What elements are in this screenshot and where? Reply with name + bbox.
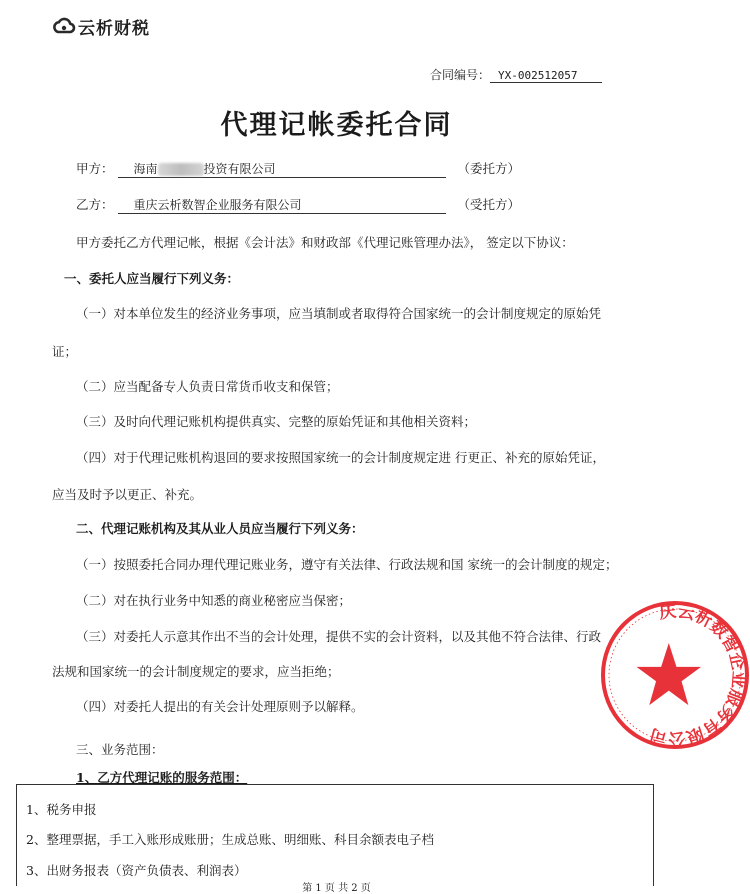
section1-item4-cont: 应当及时予以更正、补充。 xyxy=(52,487,203,502)
party-b-label: 乙方： xyxy=(76,197,114,212)
cloud-logo-icon xyxy=(52,14,76,38)
section3-heading: 三、业务范围： xyxy=(76,742,164,757)
document-title: 代理记帐委托合同 xyxy=(220,110,453,141)
party-b-role: （受托方） xyxy=(457,197,520,212)
section3-subheading: 1、乙方代理记账的服务范围： xyxy=(76,770,248,785)
section1-item1: （一）对本单位发生的经济业务事项，应当填制或者取得符合国家统一的会计制度规定的原始凭 xyxy=(76,306,602,321)
section2-item3-cont: 法规和国家统一的会计制度规定的要求，应当拒绝； xyxy=(52,664,340,679)
section2-item4: （四）对委托人提出的有关会计处理原则予以解释。 xyxy=(76,699,364,714)
logo-text: 云析财税 xyxy=(78,18,150,39)
section2-item3: （三）对委托人示意其作出不当的会计处理，提供不实的会计资料，以及其他不符合法律、行政 xyxy=(76,629,602,644)
section1-item2: （二）应当配备专人负责日常货币收支和保管； xyxy=(76,379,339,394)
intro-paragraph: 甲方委托乙方代理记帐，根据《会计法》和财政部《代理记账管理办法》， 签定以下协议： xyxy=(76,235,574,250)
section2-item1: （一）按照委托合同办理代理记账业务，遵守有关法律、行政法规和国 家统一的会计制度的规定； xyxy=(76,557,618,572)
company-seal xyxy=(600,600,750,750)
section2-heading: 二、代理记账机构及其从业人员应当履行下列义务： xyxy=(76,521,364,536)
party-a xyxy=(76,159,520,178)
scope-item: 1、税务申报 xyxy=(26,802,97,817)
section1-item3: （三）及时向代理记账机构提供真实、完整的原始凭证和其他相关资料； xyxy=(76,414,477,429)
scope-item: 3、出财务报表（资产负债表、利润表） xyxy=(26,863,247,878)
company-logo xyxy=(52,14,150,38)
section1-item1-cont: 证； xyxy=(52,344,78,359)
contract-number-label: 合同编号： xyxy=(430,68,491,82)
section2-item2: （二）对在执行业务中知悉的商业秘密应当保密； xyxy=(76,593,352,608)
redacted-text xyxy=(158,163,204,176)
party-b xyxy=(76,195,520,214)
section1-heading: 一、委托人应当履行下列义务： xyxy=(64,271,240,286)
contract-number-value: YX-002512057 xyxy=(490,69,601,83)
party-a-name: 海南 投资有限公司 xyxy=(118,160,446,178)
party-a-label: 甲方： xyxy=(76,161,114,176)
party-b-name: 重庆云析数智企业服务有限公司 xyxy=(118,196,446,214)
seal-text: 庆云析数智企业服务有限公司 xyxy=(647,601,749,749)
party-a-role: （委托方） xyxy=(457,161,520,176)
contract-number xyxy=(430,66,602,83)
section1-item4: （四）对于代理记账机构退回的要求按照国家统一的会计制度规定进 行更正、补充的原始凭证， xyxy=(76,450,605,465)
page-footer: 第 1 页 共 2 页 xyxy=(302,883,371,894)
scope-item: 2、整理票据，手工入账形成账册；生成总账、明细账、科目余额表电子档 xyxy=(26,832,434,847)
seal-star-icon xyxy=(637,643,702,705)
